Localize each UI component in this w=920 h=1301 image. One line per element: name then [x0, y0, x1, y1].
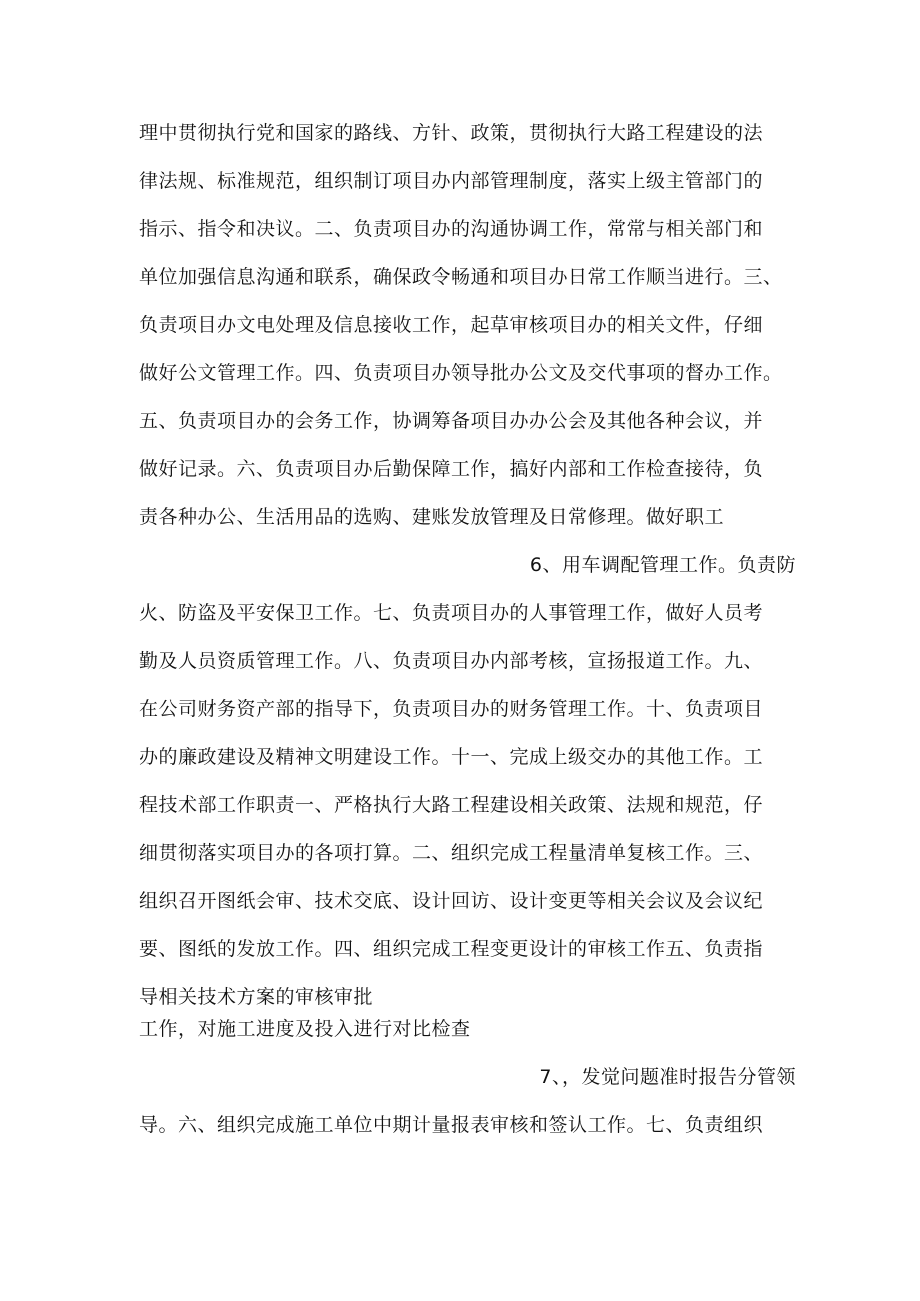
text-line: 工作，对施工进度及投入进行对比检查: [139, 1018, 471, 1040]
text-line: 理中贯彻执行党和国家的路线、方针、政策，贯彻执行大路工程建设的法: [139, 122, 764, 144]
text-line-right: 7、，发觉问题准时报告分管领: [539, 1066, 796, 1088]
text-line: 办的廉政建设及精神文明建设工作。十一、完成上级交办的其他工作。工: [139, 746, 764, 768]
text-line: 指示、指令和决议。二、负责项目办的沟通协调工作，常常与相关部门和: [139, 218, 764, 240]
text-line: 负责项目办文电处理及信息接收工作，起草审核项目办的相关文件，仔细: [139, 314, 764, 336]
text-line: 做好公文管理工作。四、负责项目办领导批办公文及交代事项的督办工作。: [139, 362, 783, 384]
text-line: 火、防盗及平安保卫工作。七、负责项目办的人事管理工作，做好人员考: [139, 602, 764, 624]
text-line: 导相关技术方案的审核审批: [139, 986, 374, 1008]
text-line: 程技术部工作职责一、严格执行大路工程建设相关政策、法规和规范，仔: [139, 794, 764, 816]
text-line: 勤及人员资质管理工作。八、负责项目办内部考核，宣扬报道工作。九、: [139, 650, 764, 672]
text-line: 要、图纸的发放工作。四、组织完成工程变更设计的审核工作五、负责指: [139, 938, 764, 960]
text-line: 组织召开图纸会审、技术交底、设计回访、设计变更等相关会议及会议纪: [139, 890, 764, 912]
text-line-right: 6、用车调配管理工作。负责防: [529, 554, 796, 576]
text-line: 律法规、标准规范，组织制订项目办内部管理制度，落实上级主管部门的: [139, 170, 764, 192]
text-line: 责各种办公、生活用品的选购、建账发放管理及日常修理。做好职工: [139, 506, 725, 528]
text-line: 细贯彻落实项目办的各项打算。二、组织完成工程量清单复核工作。三、: [139, 842, 764, 864]
text-line: 五、负责项目办的会务工作，协调筹备项目办办公会及其他各种会议，并: [139, 410, 764, 432]
text-line: 单位加强信息沟通和联系，确保政令畅通和项目办日常工作顺当进行。三、: [139, 266, 783, 288]
text-line: 做好记录。六、负责项目办后勤保障工作，搞好内部和工作检查接待，负: [139, 458, 764, 480]
text-line: 导。六、组织完成施工单位中期计量报表审核和签认工作。七、负责组织: [139, 1114, 764, 1136]
text-line: 在公司财务资产部的指导下，负责项目办的财务管理工作。十、负责项目: [139, 698, 764, 720]
